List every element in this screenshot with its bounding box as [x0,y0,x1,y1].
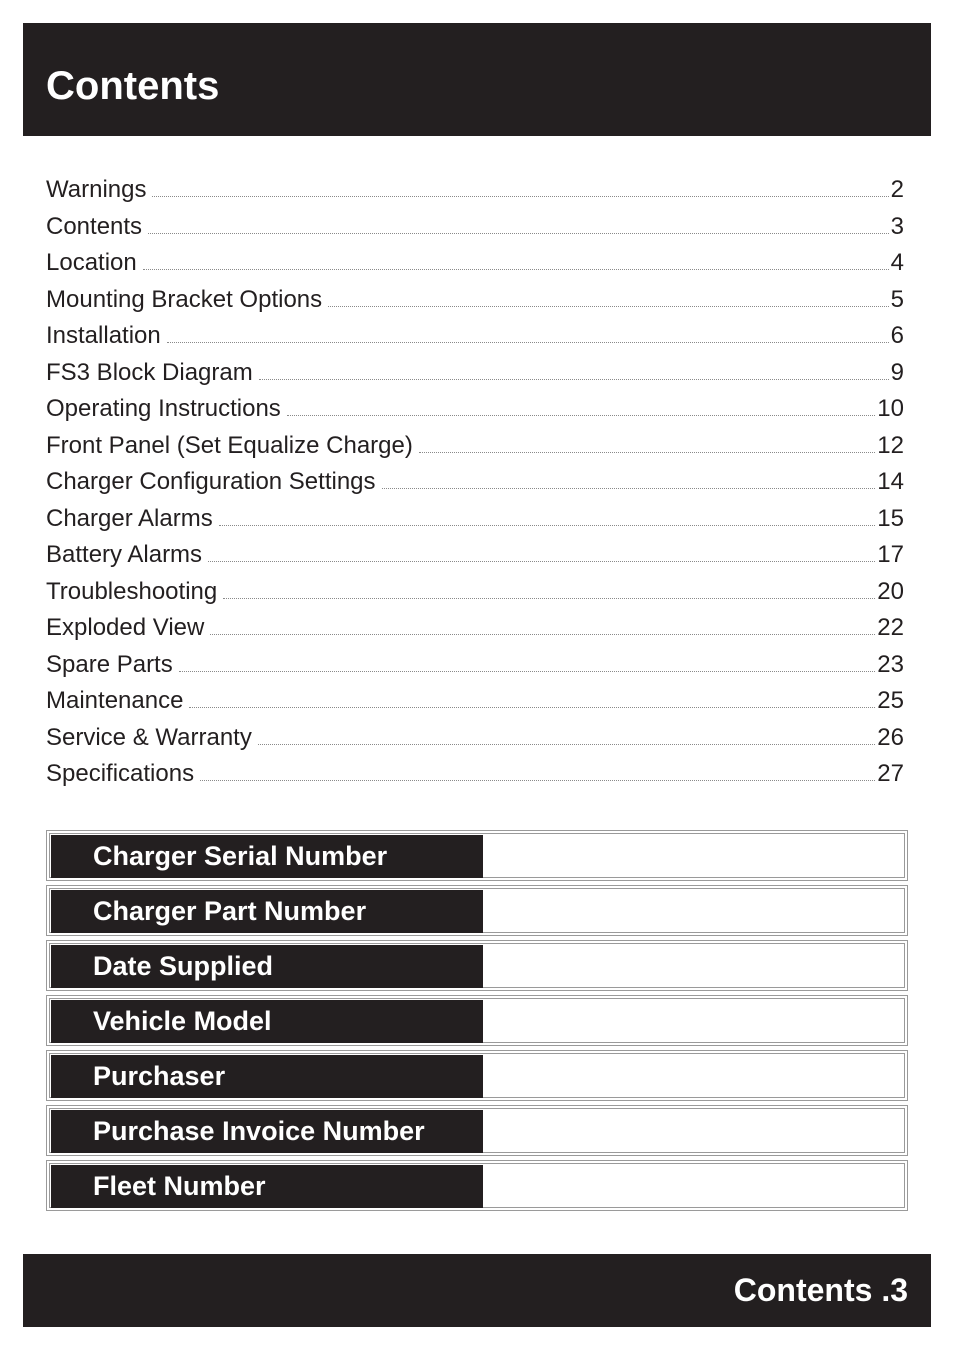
toc-label: Specifications [46,760,195,787]
toc-page-number: 20 [877,577,904,605]
toc-label: FS3 Block Diagram [46,358,253,386]
toc-label: Contents [46,212,143,240]
toc-entry-charger-configuration-settings[interactable] [46,464,904,501]
footer-bar [23,1254,931,1327]
header-bar [23,23,931,136]
toc-leader [200,780,875,781]
field-row-purchaser [46,1050,908,1101]
table-of-contents [46,172,904,793]
field-row-fleet-number [46,1160,908,1211]
toc-page-number: 3 [890,212,904,240]
field-row-date-supplied [46,940,908,991]
toc-leader [219,525,876,526]
purchase-invoice-number-field[interactable] [487,1110,903,1155]
page-footer-label: Contents .3 [733,1272,908,1308]
toc-entry-maintenance[interactable] [46,683,904,720]
page-title: Contents [46,64,220,108]
toc-leader [152,196,888,197]
vehicle-model-field[interactable] [487,1000,903,1045]
toc-entry-spare-parts[interactable] [46,647,904,684]
toc-page-number: 5 [890,285,904,313]
toc-label: Installation [46,322,161,349]
toc-leader [382,488,876,489]
toc-page-number: 6 [890,322,904,349]
toc-page-number: 12 [877,431,904,459]
field-row-charger-serial-number [46,830,908,881]
date-supplied-field[interactable] [487,945,903,990]
toc-leader [179,671,876,672]
toc-label: Service & Warranty [46,723,252,751]
toc-label: Troubleshooting [46,577,218,605]
toc-page-number: 9 [890,358,904,386]
fleet-number-field[interactable] [487,1165,903,1210]
toc-label: Spare Parts [46,650,173,678]
toc-entry-fs3-block-diagram[interactable] [46,355,904,392]
field-row-vehicle-model [46,995,908,1046]
toc-page-number: 27 [877,760,904,787]
toc-leader [208,561,875,562]
toc-page-number: 4 [890,249,904,276]
toc-leader [143,269,889,270]
toc-page-number: 25 [877,687,904,714]
toc-page-number: 23 [877,650,904,678]
toc-leader [287,415,876,416]
toc-entry-battery-alarms[interactable] [46,537,904,574]
toc-leader [210,634,875,635]
purchaser-field[interactable] [487,1055,903,1100]
toc-entry-contents[interactable] [46,209,904,246]
toc-page-number: 26 [877,723,904,751]
toc-page-number: 22 [877,614,904,641]
field-label: Purchaser [51,1055,483,1098]
toc-leader [167,342,889,343]
charger-serial-number-field[interactable] [487,835,903,880]
field-row-purchase-invoice-number [46,1105,908,1156]
toc-page-number: 15 [877,504,904,532]
toc-entry-installation[interactable] [46,318,904,355]
toc-label: Mounting Bracket Options [46,285,323,313]
field-label: Purchase Invoice Number [51,1110,483,1153]
field-label: Charger Serial Number [51,835,483,878]
field-label: Vehicle Model [51,1000,483,1043]
toc-entry-mounting-bracket-options[interactable] [46,282,904,319]
toc-label: Battery Alarms [46,541,203,568]
field-label: Date Supplied [51,945,483,988]
toc-leader [148,233,889,234]
toc-leader [419,452,875,453]
toc-label: Operating Instructions [46,395,281,422]
field-row-charger-part-number [46,885,908,936]
toc-leader [189,707,875,708]
toc-label: Location [46,249,137,276]
charger-part-number-field[interactable] [487,890,903,935]
toc-page-number: 10 [877,395,904,422]
toc-page-number: 2 [890,176,904,203]
record-form [46,830,908,1215]
toc-label: Warnings [46,176,147,203]
toc-label: Front Panel (Set Equalize Charge) [46,431,413,459]
toc-entry-charger-alarms[interactable] [46,501,904,538]
toc-label: Charger Alarms [46,504,213,532]
toc-leader [258,744,875,745]
toc-leader [259,379,889,380]
toc-entry-specifications[interactable] [46,756,904,793]
toc-label: Charger Configuration Settings [46,468,376,495]
toc-entry-location[interactable] [46,245,904,282]
toc-leader [328,306,889,307]
field-label: Charger Part Number [51,890,483,933]
toc-entry-troubleshooting[interactable] [46,574,904,611]
toc-label: Maintenance [46,687,184,714]
toc-entry-warnings[interactable] [46,172,904,209]
toc-page-number: 17 [877,541,904,568]
toc-entry-exploded-view[interactable] [46,610,904,647]
toc-entry-front-panel[interactable] [46,428,904,465]
toc-page-number: 14 [877,468,904,495]
toc-leader [223,598,875,599]
field-label: Fleet Number [51,1165,483,1208]
toc-entry-operating-instructions[interactable] [46,391,904,428]
toc-entry-service-warranty[interactable] [46,720,904,757]
toc-label: Exploded View [46,614,205,641]
